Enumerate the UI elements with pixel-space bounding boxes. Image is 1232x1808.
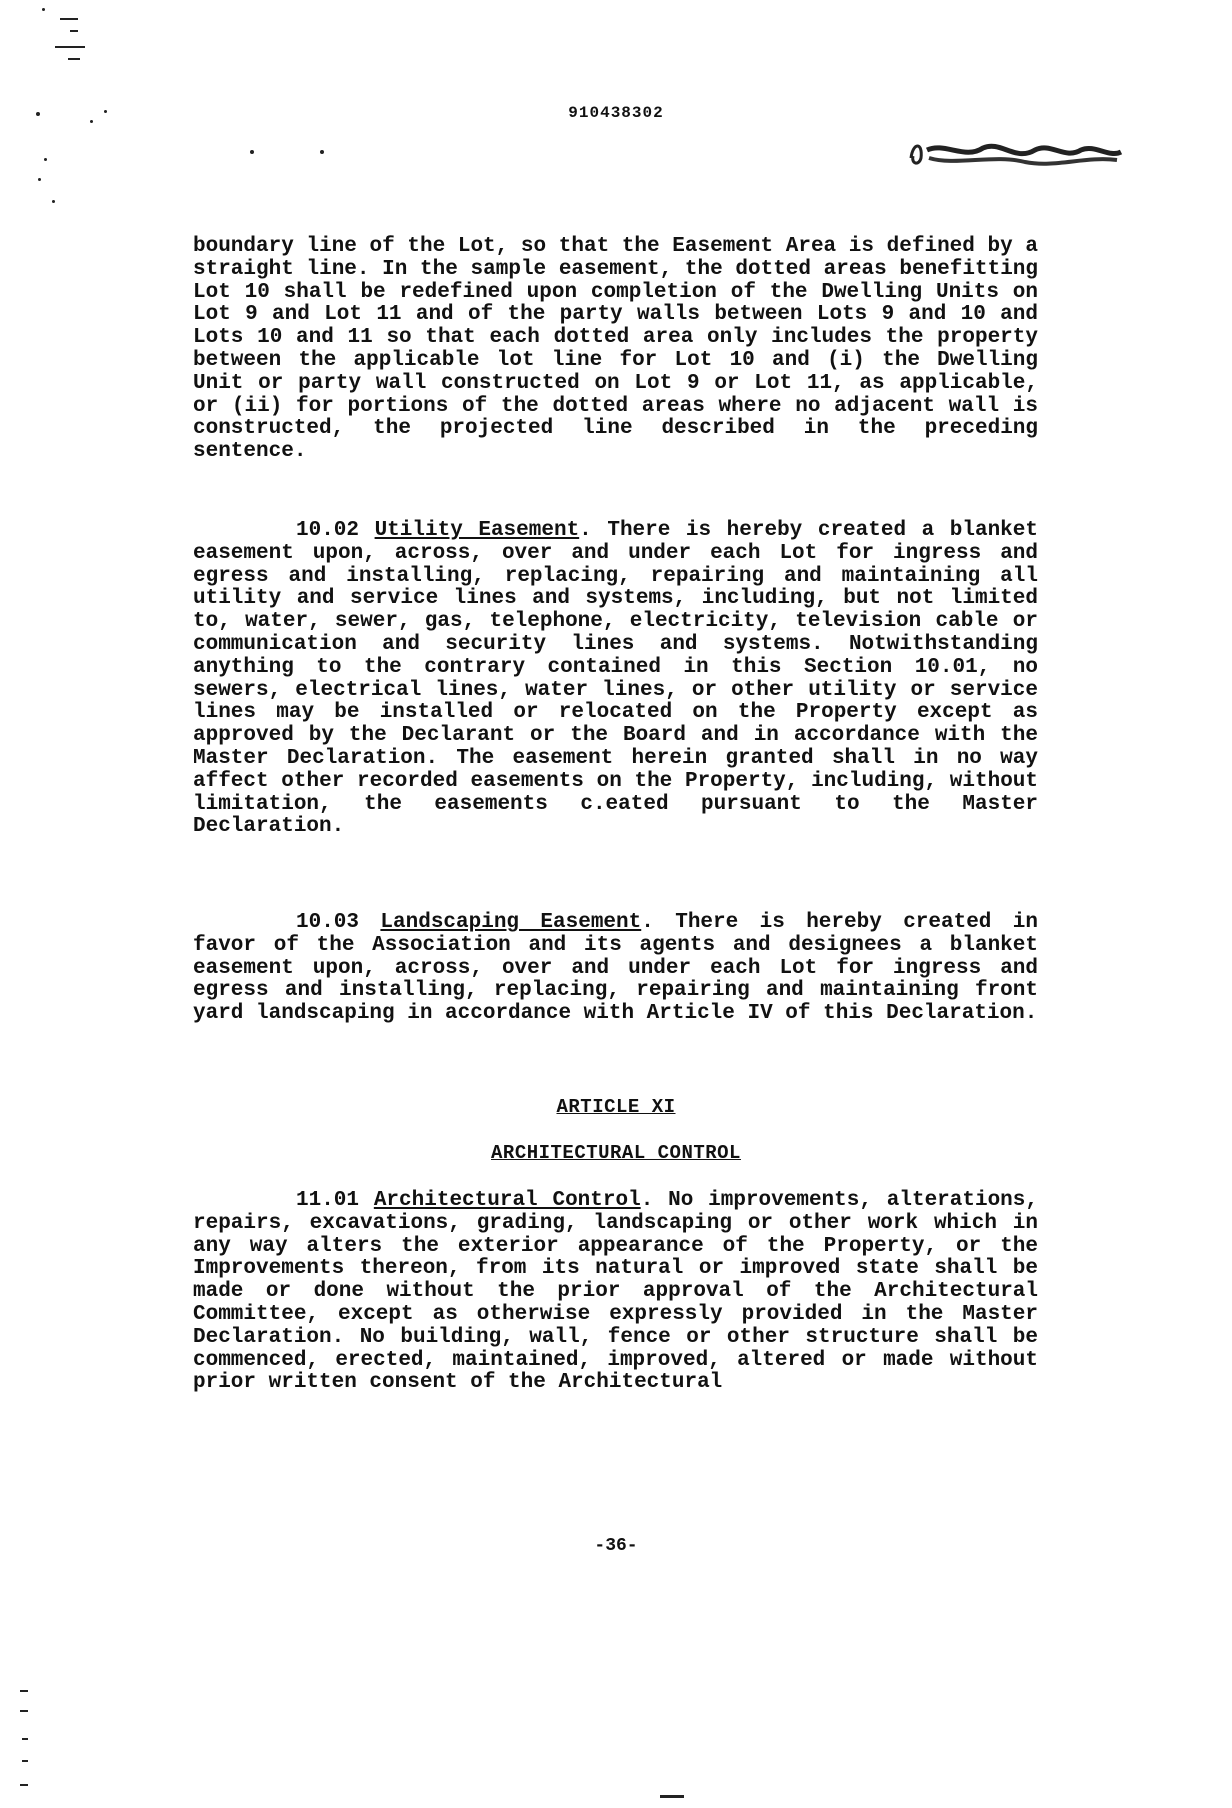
section-10-03-paragraph: 10.03 Landscaping Easement. There is hereby created in favor of the Association and its agents and designees a blanket easement upon, across, over and under each Lot for ingress and egress and installing, replacing, repairing and maintaining front yard landscaping in accordance with Article IV of this Declaration. [193,911,1038,1026]
section-body: No improvements, alterations, repairs, excavations, grading, landscaping or other work which in any way alters the exterior appearance of the Property, or the Improvements thereon, from its natural or improved state shall be made or done without the prior approval of the Architectural Committee, except as otherwise expressly provided in the Master Declaration. No building, wall, fence or other structure shall be commenced, erected, maintained, improved, altered or made without prior written consent of the Architectural [193,1189,1038,1395]
scan-speck [22,1760,28,1762]
scan-speck [38,178,41,181]
section-title: Landscaping Easement [380,911,642,934]
continuation-text: boundary line of the Lot, so that the Easement Area is defined by a straight line. In the sample easement, the dotted areas benefitting Lot 10 shall be redefined upon completion of the Dwelling Units on Lot 9 and Lot 11 and of the party walls between Lots 9 and 10 and Lots 10 and 11 so that each dotted area only includes the property between the applicable lot line for Lot 10 and (i) the Dwelling Unit or party wall constructed on Lot 9 or Lot 11, as applicable, or (ii) for portions of the dotted areas where no adjacent wall is constructed, the projected line described in the preceding sentence. [193,235,1038,464]
section-11-01-paragraph: 11.01 Architectural Control. No improvements, alterations, repairs, excavations, grading, landscaping or other work which in any way alters the exterior appearance of the Property, or the Improvements thereon, from its natural or improved state shall be made or done without the prior approval of the Architectural Committee, except as otherwise expressly provided in the Master Declaration. No building, wall, fence or other structure shall be commenced, erected, maintained, improved, altered or made without prior written consent of the Architectural [193,1189,1038,1395]
section-title: Architectural Control [373,1189,641,1212]
scan-speck [22,1738,28,1740]
section-10-03 [193,912,1038,1026]
scan-speck [250,150,254,154]
section-body: There is hereby created in favor of the Association and its agents and designees a blanket easement upon, across, over and under each Lot for ingress and egress and installing, replacing, repairing and maintaining front yard landscaping in accordance with Article IV of this Declaration. [193,911,1038,1026]
scan-speck [660,1795,684,1798]
scan-speck [20,1690,28,1692]
recording-stamp-mark [905,136,1125,168]
scan-speck [70,30,78,32]
article-heading: ARTICLE XI [556,1096,676,1118]
section-10-02-paragraph: 10.02 Utility Easement. There is hereby created a blanket easement upon, across, over and under each Lot for ingress and egress and installing, replacing, repairing and maintaining all utility and service lines and systems, including, but not limited to, water, sewer, gas, telephone, electricity, television cable or communication and security lines and systems. Notwithstanding anything to the contrary contained in this Section 10.01, no sewers, electrical lines, water lines, or other utility or service lines may be installed or relocated on the Property except as approved by the Declarant or the Board and in accordance with the Master Declaration. The easement herein granted shall in no way affect other recorded easements on the Property, including, without limitation, the easements c.eated pursuant to the Master Declaration. [193,519,1038,839]
continuation-paragraph [193,236,1038,464]
section-10-02 [193,520,1038,839]
section-11-01 [193,1190,1038,1395]
section-number: 11.01 [296,1189,360,1212]
scan-speck [44,158,47,161]
document-number: 910438302 [568,104,664,122]
scan-speck [55,46,85,48]
section-number: 10.03 [296,911,360,934]
scan-speck [68,58,80,60]
section-body: There is hereby created a blanket easement upon, across, over and under each Lot for ingress and egress and installing, replacing, repairing and maintaining all utility and service lines and systems, including, but not limited to, water, sewer, gas, telephone, electricity, television cable or communication and security lines and systems. Notwithstanding anything to the contrary contained in this Section 10.01, no sewers, electrical lines, water lines, or other utility or service lines may be installed or relocated on the Property except as approved by the Declarant or the Board and in accordance with the Master Declaration. The easement herein granted shall in no way affect other recorded easements on the Property, including, without limitation, the easements c.eated pursuant to the Master Declaration. [193,519,1038,839]
article-subheading: ARCHITECTURAL CONTROL [491,1142,741,1164]
section-title: Utility Easement [374,519,580,542]
scan-speck [20,1710,28,1712]
scan-speck [20,1784,28,1786]
scan-speck [42,8,45,11]
scan-speck [320,150,324,154]
scan-speck [52,200,55,203]
scan-speck [60,18,78,20]
section-number: 10.02 [296,519,360,542]
page-number: -36- [594,1536,638,1556]
